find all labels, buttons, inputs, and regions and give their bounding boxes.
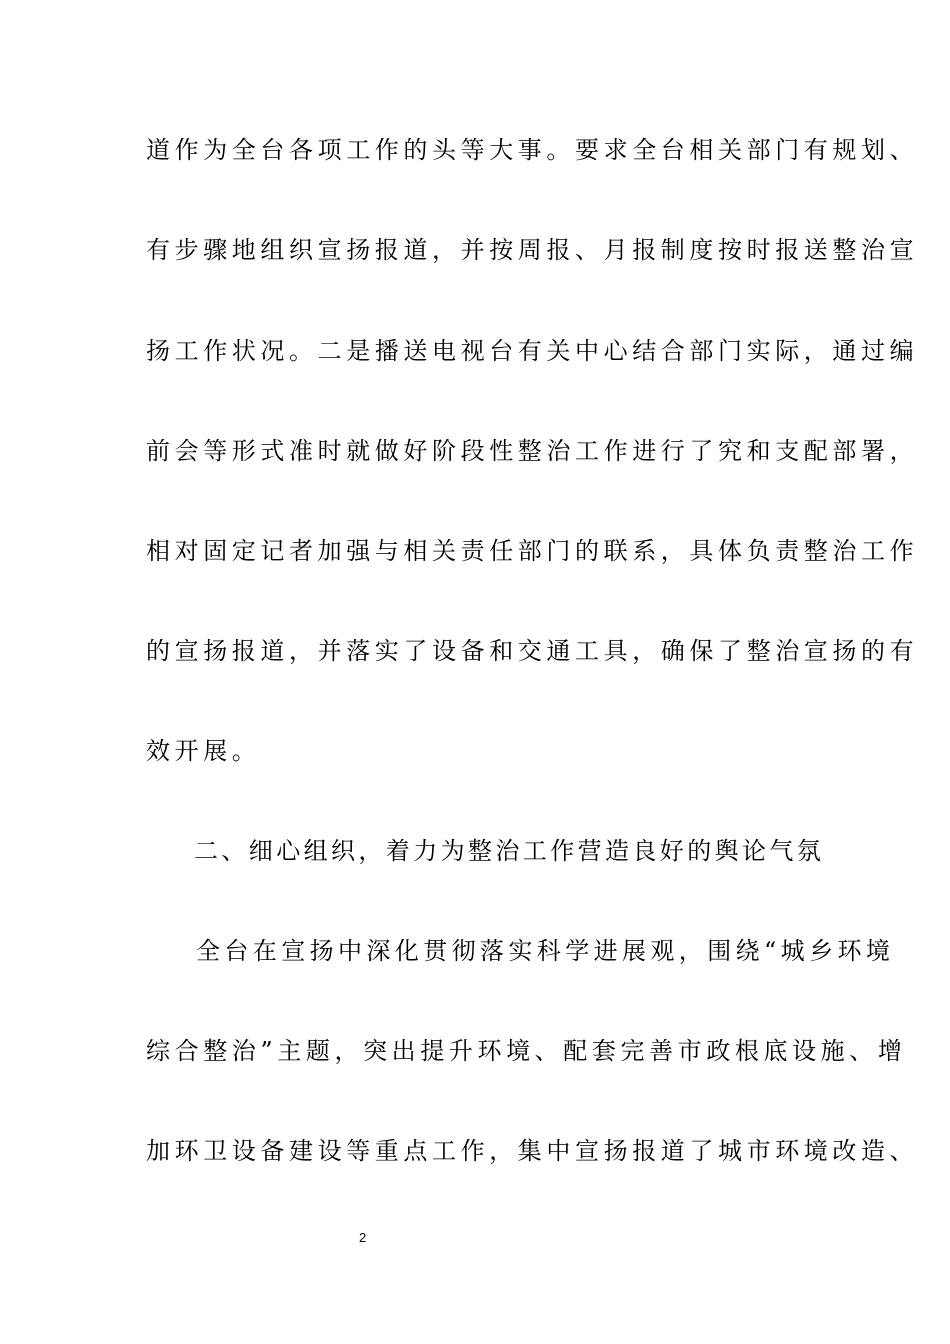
body-text-line: 道作为全台各项工作的头等大事。要求全台相关部门有规划、: [146, 136, 919, 164]
page-number: 2: [359, 1230, 367, 1245]
body-text-line: 扬工作状况。二是播送电视台有关中心结合部门实际，通过编: [146, 337, 919, 365]
body-text-line: 效开展。: [146, 737, 261, 765]
body-text-line: 前会等形式准时就做好阶段性整治工作进行了究和支配部署，: [146, 437, 919, 465]
body-text-line: 的宣扬报道，并落实了设备和交通工具，确保了整治宣扬的有: [146, 637, 919, 665]
body-text-line: 全台在宣扬中深化贯彻落实科学进展观，围绕“城乡环境: [196, 937, 895, 965]
body-text-line: 加环卫设备建设等重点工作，集中宣扬报道了城市环境改造、: [146, 1137, 919, 1165]
body-text-line: 综合整治”主题，突出提升环境、配套完善市政根底设施、增: [146, 1037, 907, 1065]
section-heading: 二、细心组织，着力为整治工作营造良好的舆论气氛: [194, 837, 825, 865]
body-text-line: 有步骤地组织宣扬报道，并按周报、月报制度按时报送整治宣: [146, 236, 919, 264]
body-text-line: 相对固定记者加强与相关责任部门的联系，具体负责整治工作: [146, 537, 919, 565]
